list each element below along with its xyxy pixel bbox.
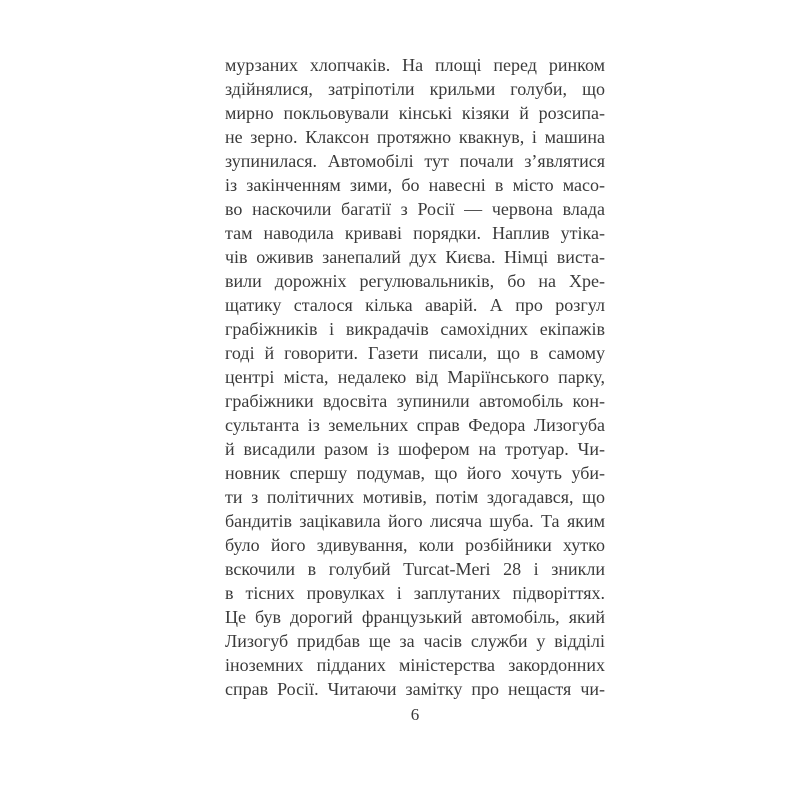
text-line: справ Росії. Читаючи замітку про нещастя чи- bbox=[225, 679, 605, 699]
text-line: не зерно. Клаксон протяжно квакнув, і машина bbox=[225, 127, 605, 147]
text-line: Це був дорогий французький автомобіль, який bbox=[225, 607, 605, 627]
page-number: 6 bbox=[410, 705, 420, 724]
text-line: ти з політичних мотивів, потім здогадався, що bbox=[225, 487, 605, 507]
text-line: мирно покльовували кінські кізяки й розсипа- bbox=[225, 103, 605, 123]
text-line: вскочили в голубий Turcat-Meri 28 і зникли bbox=[225, 559, 605, 579]
text-line: чів оживив занепалий дух Києва. Німці виста- bbox=[225, 247, 605, 267]
text-line: здійнялися, затріпотіли крильми голуби, що bbox=[225, 79, 605, 99]
text-line: новник спершу подумав, що його хочуть уби- bbox=[225, 463, 605, 483]
text-line: бандитів зацікавила його лисяча шуба. Та яким bbox=[225, 511, 605, 531]
text-line: там наводила криваві порядки. Наплив утіка- bbox=[225, 223, 605, 243]
text-line: мурзаних хлопчаків. На площі перед ринком bbox=[225, 55, 605, 75]
text-line: зупинилася. Автомобілі тут почали з’являтися bbox=[225, 151, 605, 171]
text-line: грабіжників і викрадачів самохідних екіпажів bbox=[225, 319, 605, 339]
text-line: Лизогуб придбав ще за часів служби у відділі bbox=[225, 631, 605, 651]
text-line: вили дорожніх регулювальників, бо на Хре- bbox=[225, 271, 605, 291]
text-line: із закінченням зими, бо навесні в місто масо- bbox=[225, 175, 605, 195]
text-line: щатику сталося кілька аварій. А про розгул bbox=[225, 295, 605, 315]
text-line: сультанта із земельних справ Федора Лизогуба bbox=[225, 415, 605, 435]
text-line: було його здивування, коли розбійники хутко bbox=[225, 535, 605, 555]
text-line: во наскочили багатії з Росії — червона влада bbox=[225, 199, 605, 219]
text-line: центрі міста, недалеко від Маріїнського парку, bbox=[225, 367, 605, 387]
text-line: годі й говорити. Газети писали, що в самому bbox=[225, 343, 605, 363]
text-line: іноземних підданих міністерства закордонних bbox=[225, 655, 605, 675]
text-line: й висадили разом із шофером на тротуар. Чи- bbox=[225, 439, 605, 459]
text-line: грабіжники вдосвіта зупинили автомобіль кон- bbox=[225, 391, 605, 411]
text-line: в тісних провулках і заплутаних підворіттях. bbox=[225, 583, 605, 603]
text-column bbox=[225, 53, 605, 701]
